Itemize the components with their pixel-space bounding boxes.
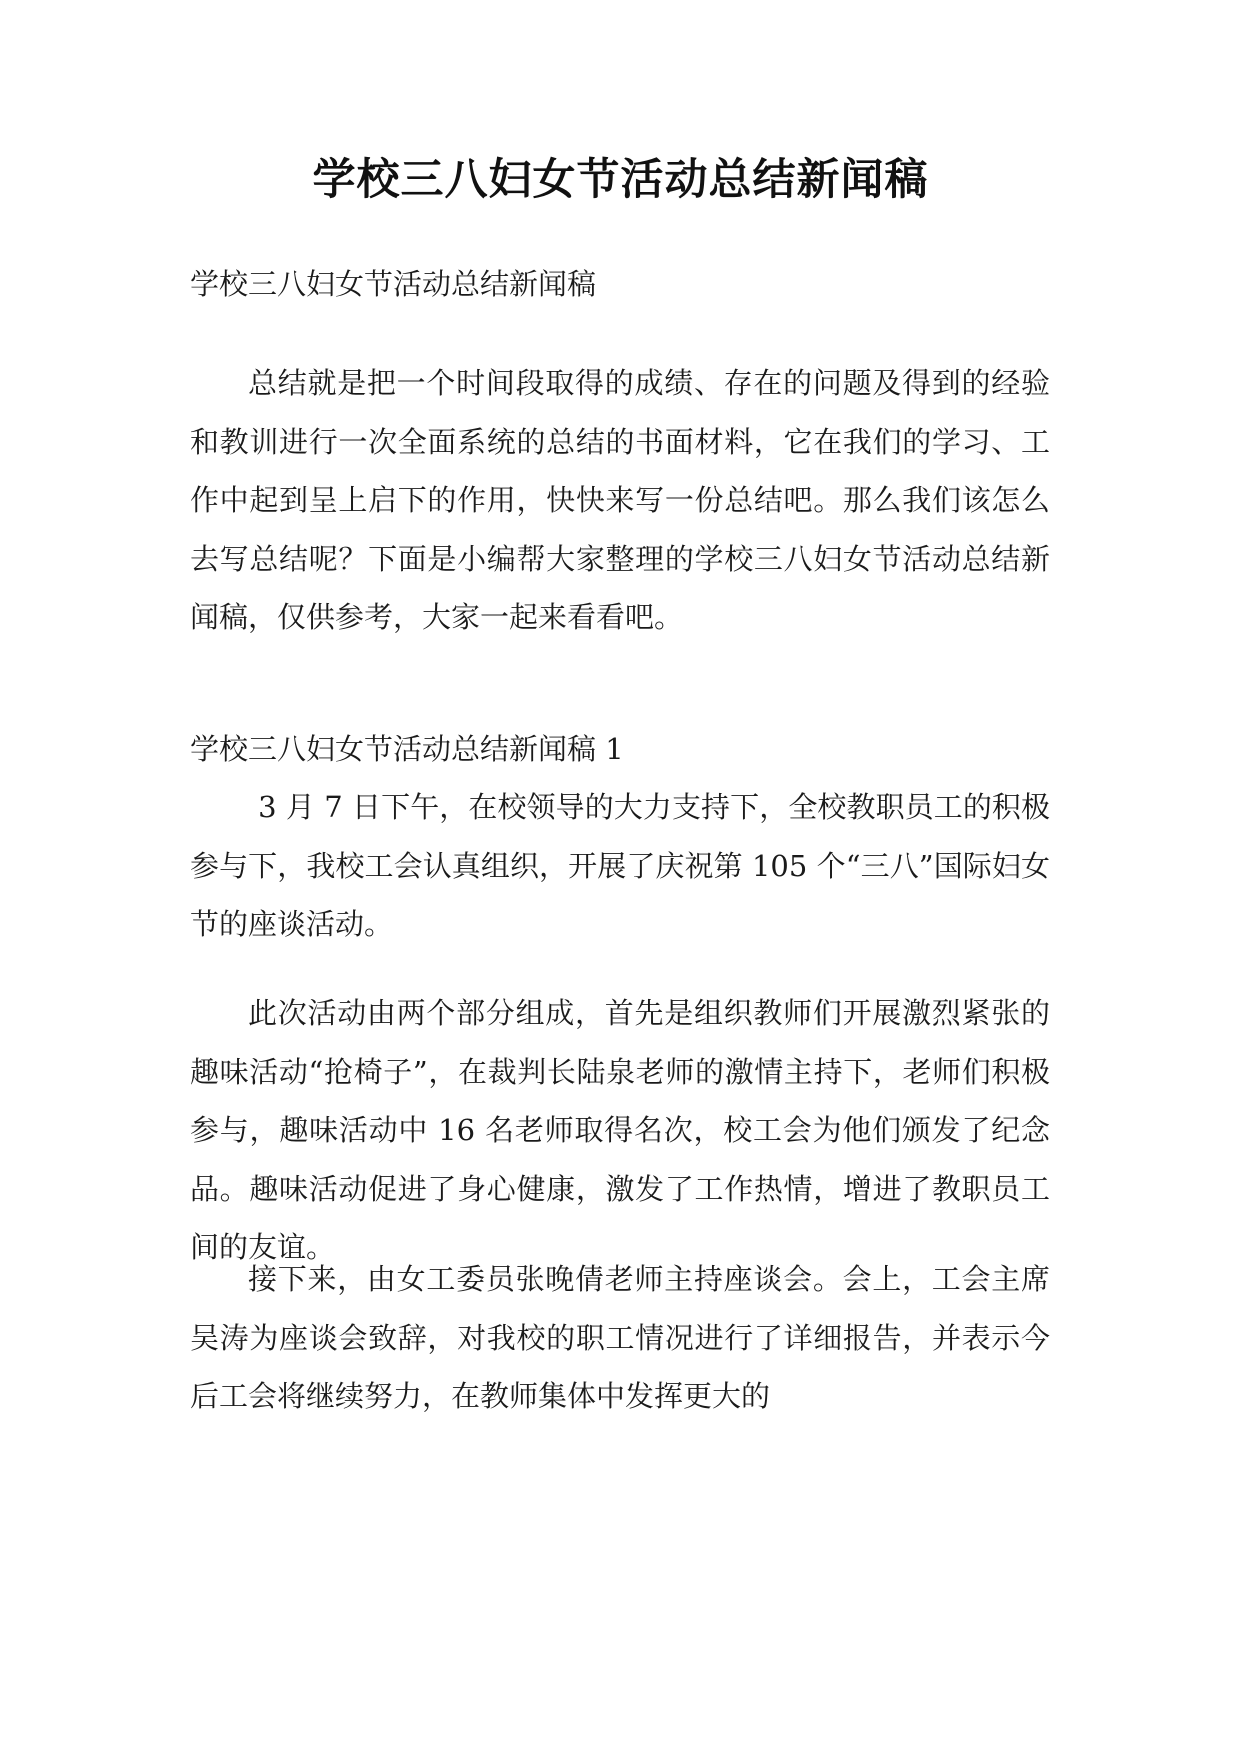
body-paragraph-1: 3 月 7 日下午，在校领导的大力支持下，全校教职员工的积极参与下，我校工会认真组织，开展了庆祝第 105 个“三八”国际妇女节的座谈活动。 xyxy=(190,790,1050,941)
document-title: 学校三八妇女节活动总结新闻稿 xyxy=(312,155,929,205)
body-paragraph-3: 接下来，由女工委员张晚倩老师主持座谈会。会上，工会主席吴涛为座谈会致辞，对我校的职工情况进行了详细报告，并表示今后工会将继续努力，在教师集体中发挥更大的 xyxy=(190,1262,1050,1413)
body-paragraph-2: 此次活动由两个部分组成，首先是组织教师们开展激烈紧张的趣味活动“抢椅子”，在裁判长陆泉老师的激情主持下，老师们积极参与，趣味活动中 16 名老师取得名次，校工会为他们颁发了纪念品。趣味活动促进了身心健康，激发了工作热情，增进了教职员工间的友谊。 xyxy=(190,996,1050,1264)
document-subtitle: 学校三八妇女节活动总结新闻稿 xyxy=(190,267,597,301)
intro-paragraph: 总结就是把一个时间段取得的成绩、存在的问题及得到的经验和教训进行一次全面系统的总结的书面材料，它在我们的学习、工作中起到呈上启下的作用，快快来写一份总结吧。那么我们该怎么去写总结呢？下面是小编帮大家整理的学校三八妇女节活动总结新闻稿，仅供参考，大家一起来看看吧。 xyxy=(190,366,1050,634)
section-heading: 学校三八妇女节活动总结新闻稿 1 xyxy=(190,732,624,766)
